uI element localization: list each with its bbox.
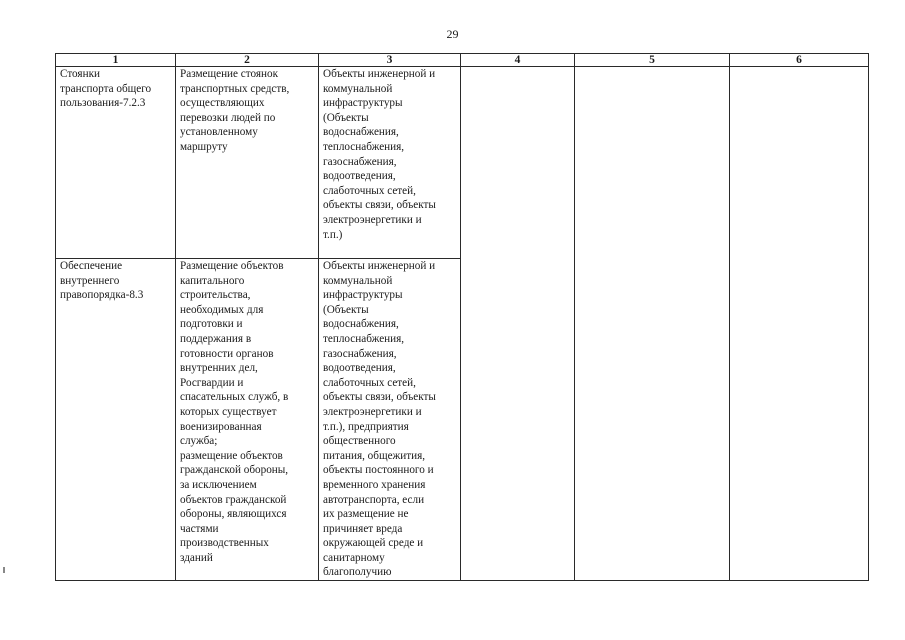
- description-cell: [176, 67, 319, 259]
- column-header-3: 3: [319, 54, 461, 67]
- column-header-1: 1: [56, 54, 176, 67]
- column-header-6: 6: [730, 54, 869, 67]
- column-header-5: 5: [575, 54, 730, 67]
- auxiliary-use-text: Объекты инженерной и коммунальной инфраструктуры (Объекты водоснабжения, теплоснабжения, газоснабжения, водоотведения, слаботочных сетей, объекты связи, объекты электроэнергетики и т.п.): [323, 68, 436, 241]
- land-use-type-text: Стоянки транспорта общего пользования-7.2.3: [60, 68, 152, 110]
- column-header-2: 2: [176, 54, 319, 67]
- auxiliary-use-text: Объекты инженерной и коммунальной инфраструктуры (Объекты водоснабжения, теплоснабжения, газоснабжения, водоотведения, слаботочных сетей, объекты связи, объекты электроэнергетики и т.п.), предприятия общественного питания, общежития, объекты постоянного и временного хранения автотранспорта, если их размещение не причиняет вреда окружающей среде и санитарному благополучию: [323, 260, 436, 579]
- zoning-table: [55, 53, 869, 581]
- auxiliary-use-cell: [319, 67, 461, 259]
- land-use-type-cell: [56, 259, 176, 581]
- land-use-type-cell: [56, 67, 176, 259]
- column-6-cell: [730, 67, 869, 581]
- table-row: [56, 67, 869, 259]
- column-5-cell: [575, 67, 730, 581]
- column-header-4: 4: [461, 54, 575, 67]
- description-text: Размещение стоянок транспортных средств, осуществляющих перевозки людей по установленному маршруту: [180, 68, 290, 153]
- scan-edge-mark: [3, 567, 5, 573]
- page-number: 29: [446, 27, 459, 41]
- auxiliary-use-cell: [319, 259, 461, 581]
- column-4-cell: [461, 67, 575, 581]
- description-cell: [176, 259, 319, 581]
- header-row: [56, 54, 869, 67]
- land-use-type-text: Обеспечение внутреннего правопорядка-8.3: [60, 260, 144, 302]
- description-text: Размещение объектов капитального строительства, необходимых для подготовки и поддержания в готовности органов внутренних дел, Росгвардии и спасательных служб, в которых существует военизированная служба; размещение объектов гражданской обороны, за исключением объектов гражданской обороны, являющихся частями производственных зданий: [180, 260, 289, 564]
